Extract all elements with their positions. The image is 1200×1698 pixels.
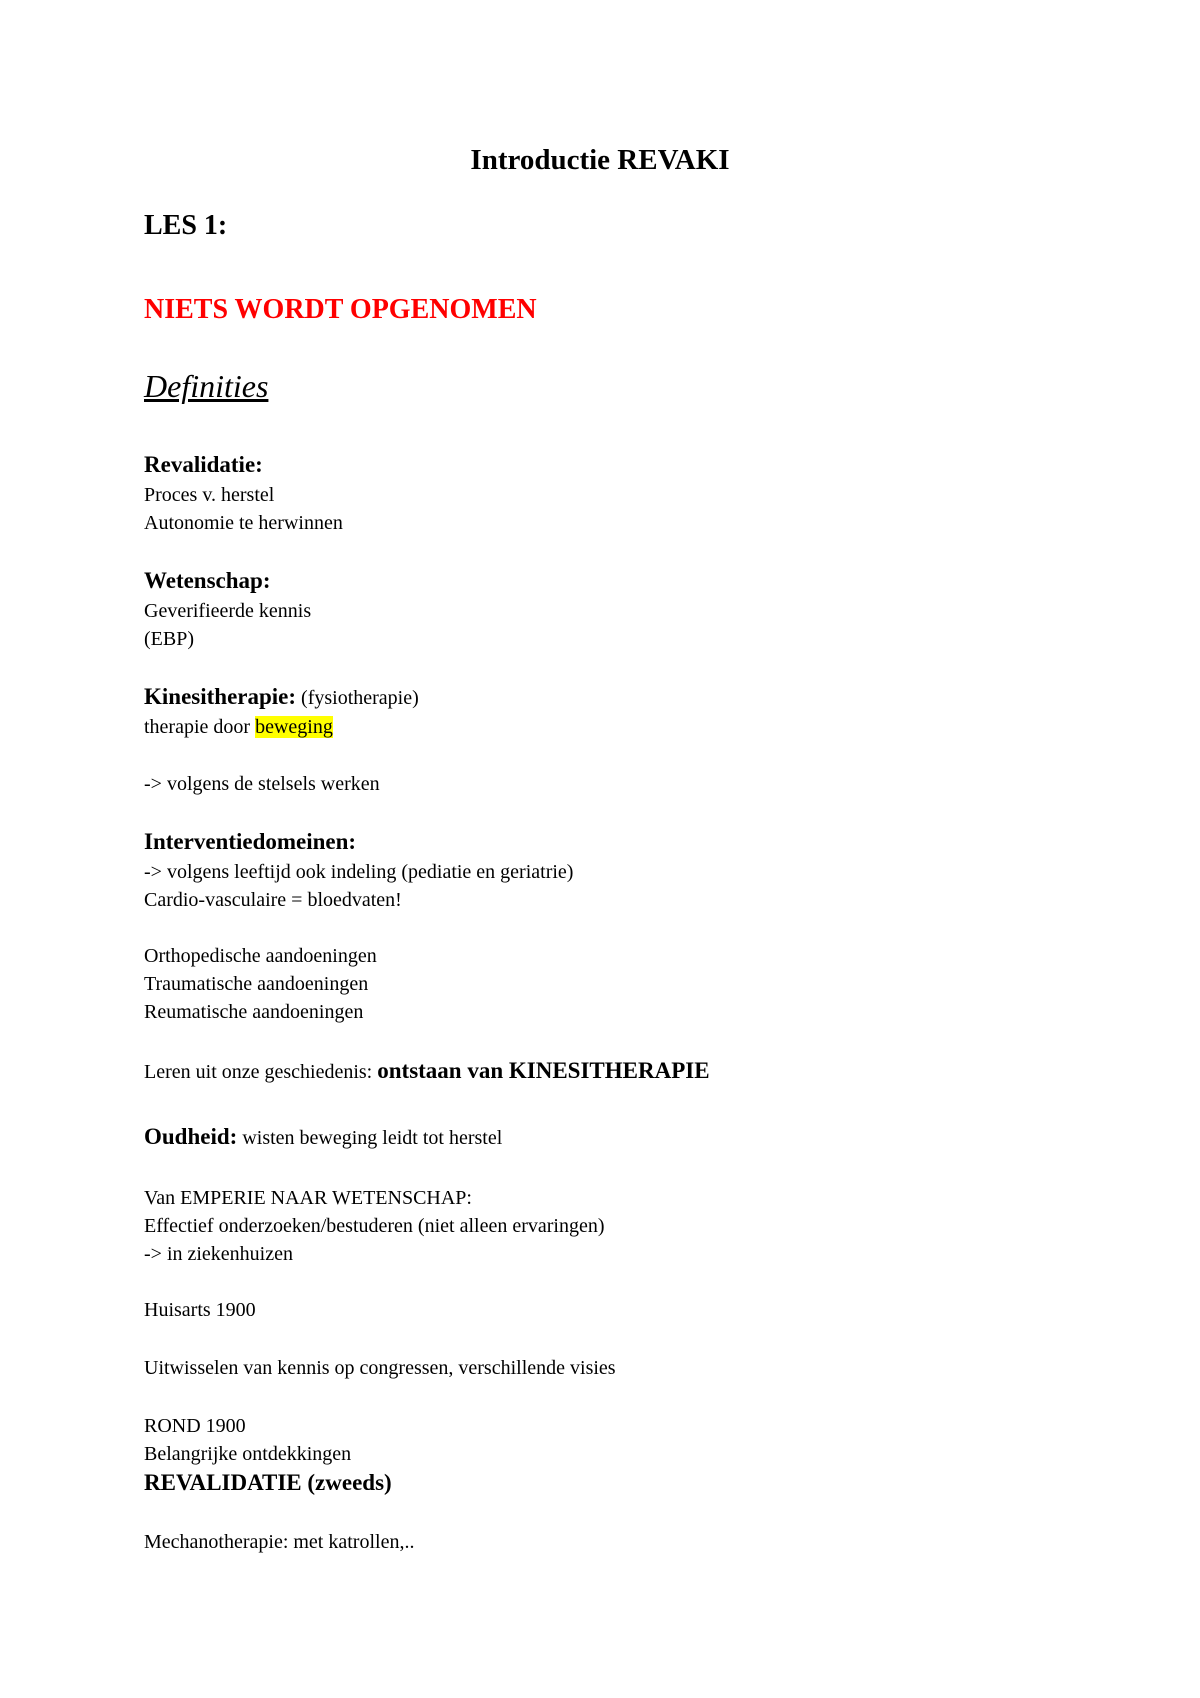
term-kinesitherapie-row: [144, 684, 419, 712]
definition-line: Geverifieerde kennis: [144, 600, 312, 622]
term-interventiedomeinen: Interventiedomeinen:: [144, 829, 357, 854]
oudheid-text: wisten beweging leidt tot herstel: [237, 1127, 503, 1149]
section-heading: Definities: [144, 368, 269, 404]
paragraph-line: Huisarts 1900: [144, 1299, 256, 1321]
document-title: Introductie REVAKI: [470, 144, 730, 176]
paragraph-line: Belangrijke ontdekkingen: [144, 1443, 352, 1465]
oudheid-line: [144, 1124, 502, 1152]
definition-line: Proces v. herstel: [144, 484, 275, 506]
list-item: Reumatische aandoeningen: [144, 1001, 364, 1023]
term-revalidatie: Revalidatie:: [144, 452, 263, 477]
list-item: Traumatische aandoeningen: [144, 973, 369, 995]
revalidatie-heading: REVALIDATIE (zweeds): [144, 1470, 392, 1495]
term-oudheid: Oudheid:: [144, 1124, 238, 1149]
history-line: [144, 1058, 710, 1086]
history-bold: ontstaan van KINESITHERAPIE: [377, 1058, 710, 1083]
definition-line: Cardio-vasculaire = bloedvaten!: [144, 889, 402, 911]
term-suffix: (fysiotherapie): [296, 687, 419, 709]
definition-prefix: therapie door: [144, 716, 256, 738]
paragraph-line: ROND 1900: [144, 1415, 246, 1437]
notice-heading: NIETS WORDT OPGENOMEN: [144, 294, 537, 325]
highlighted-word: beweging: [255, 716, 333, 738]
arrow-line: -> volgens de stelsels werken: [144, 773, 380, 795]
definition-line: (EBP): [144, 628, 194, 650]
term-wetenschap: Wetenschap:: [144, 568, 271, 593]
paragraph-line: Van EMPERIE NAAR WETENSCHAP:: [144, 1187, 472, 1209]
lesson-heading: LES 1:: [144, 210, 228, 241]
definition-line: -> volgens leeftijd ook indeling (pediatie en geriatrie): [144, 861, 574, 883]
paragraph-line: -> in ziekenhuizen: [144, 1243, 293, 1265]
paragraph-line: Uitwisselen van kennis op congressen, verschillende visies: [144, 1357, 616, 1379]
paragraph-line: Effectief onderzoeken/bestuderen (niet alleen ervaringen): [144, 1215, 605, 1237]
term-kinesitherapie: Kinesitherapie:: [144, 684, 297, 709]
definition-line: Autonomie te herwinnen: [144, 512, 343, 534]
list-item: Orthopedische aandoeningen: [144, 945, 377, 967]
history-prefix: Leren uit onze geschiedenis:: [144, 1061, 378, 1083]
definition-line: [144, 713, 333, 741]
paragraph-line: Mechanotherapie: met katrollen,..: [144, 1531, 415, 1553]
